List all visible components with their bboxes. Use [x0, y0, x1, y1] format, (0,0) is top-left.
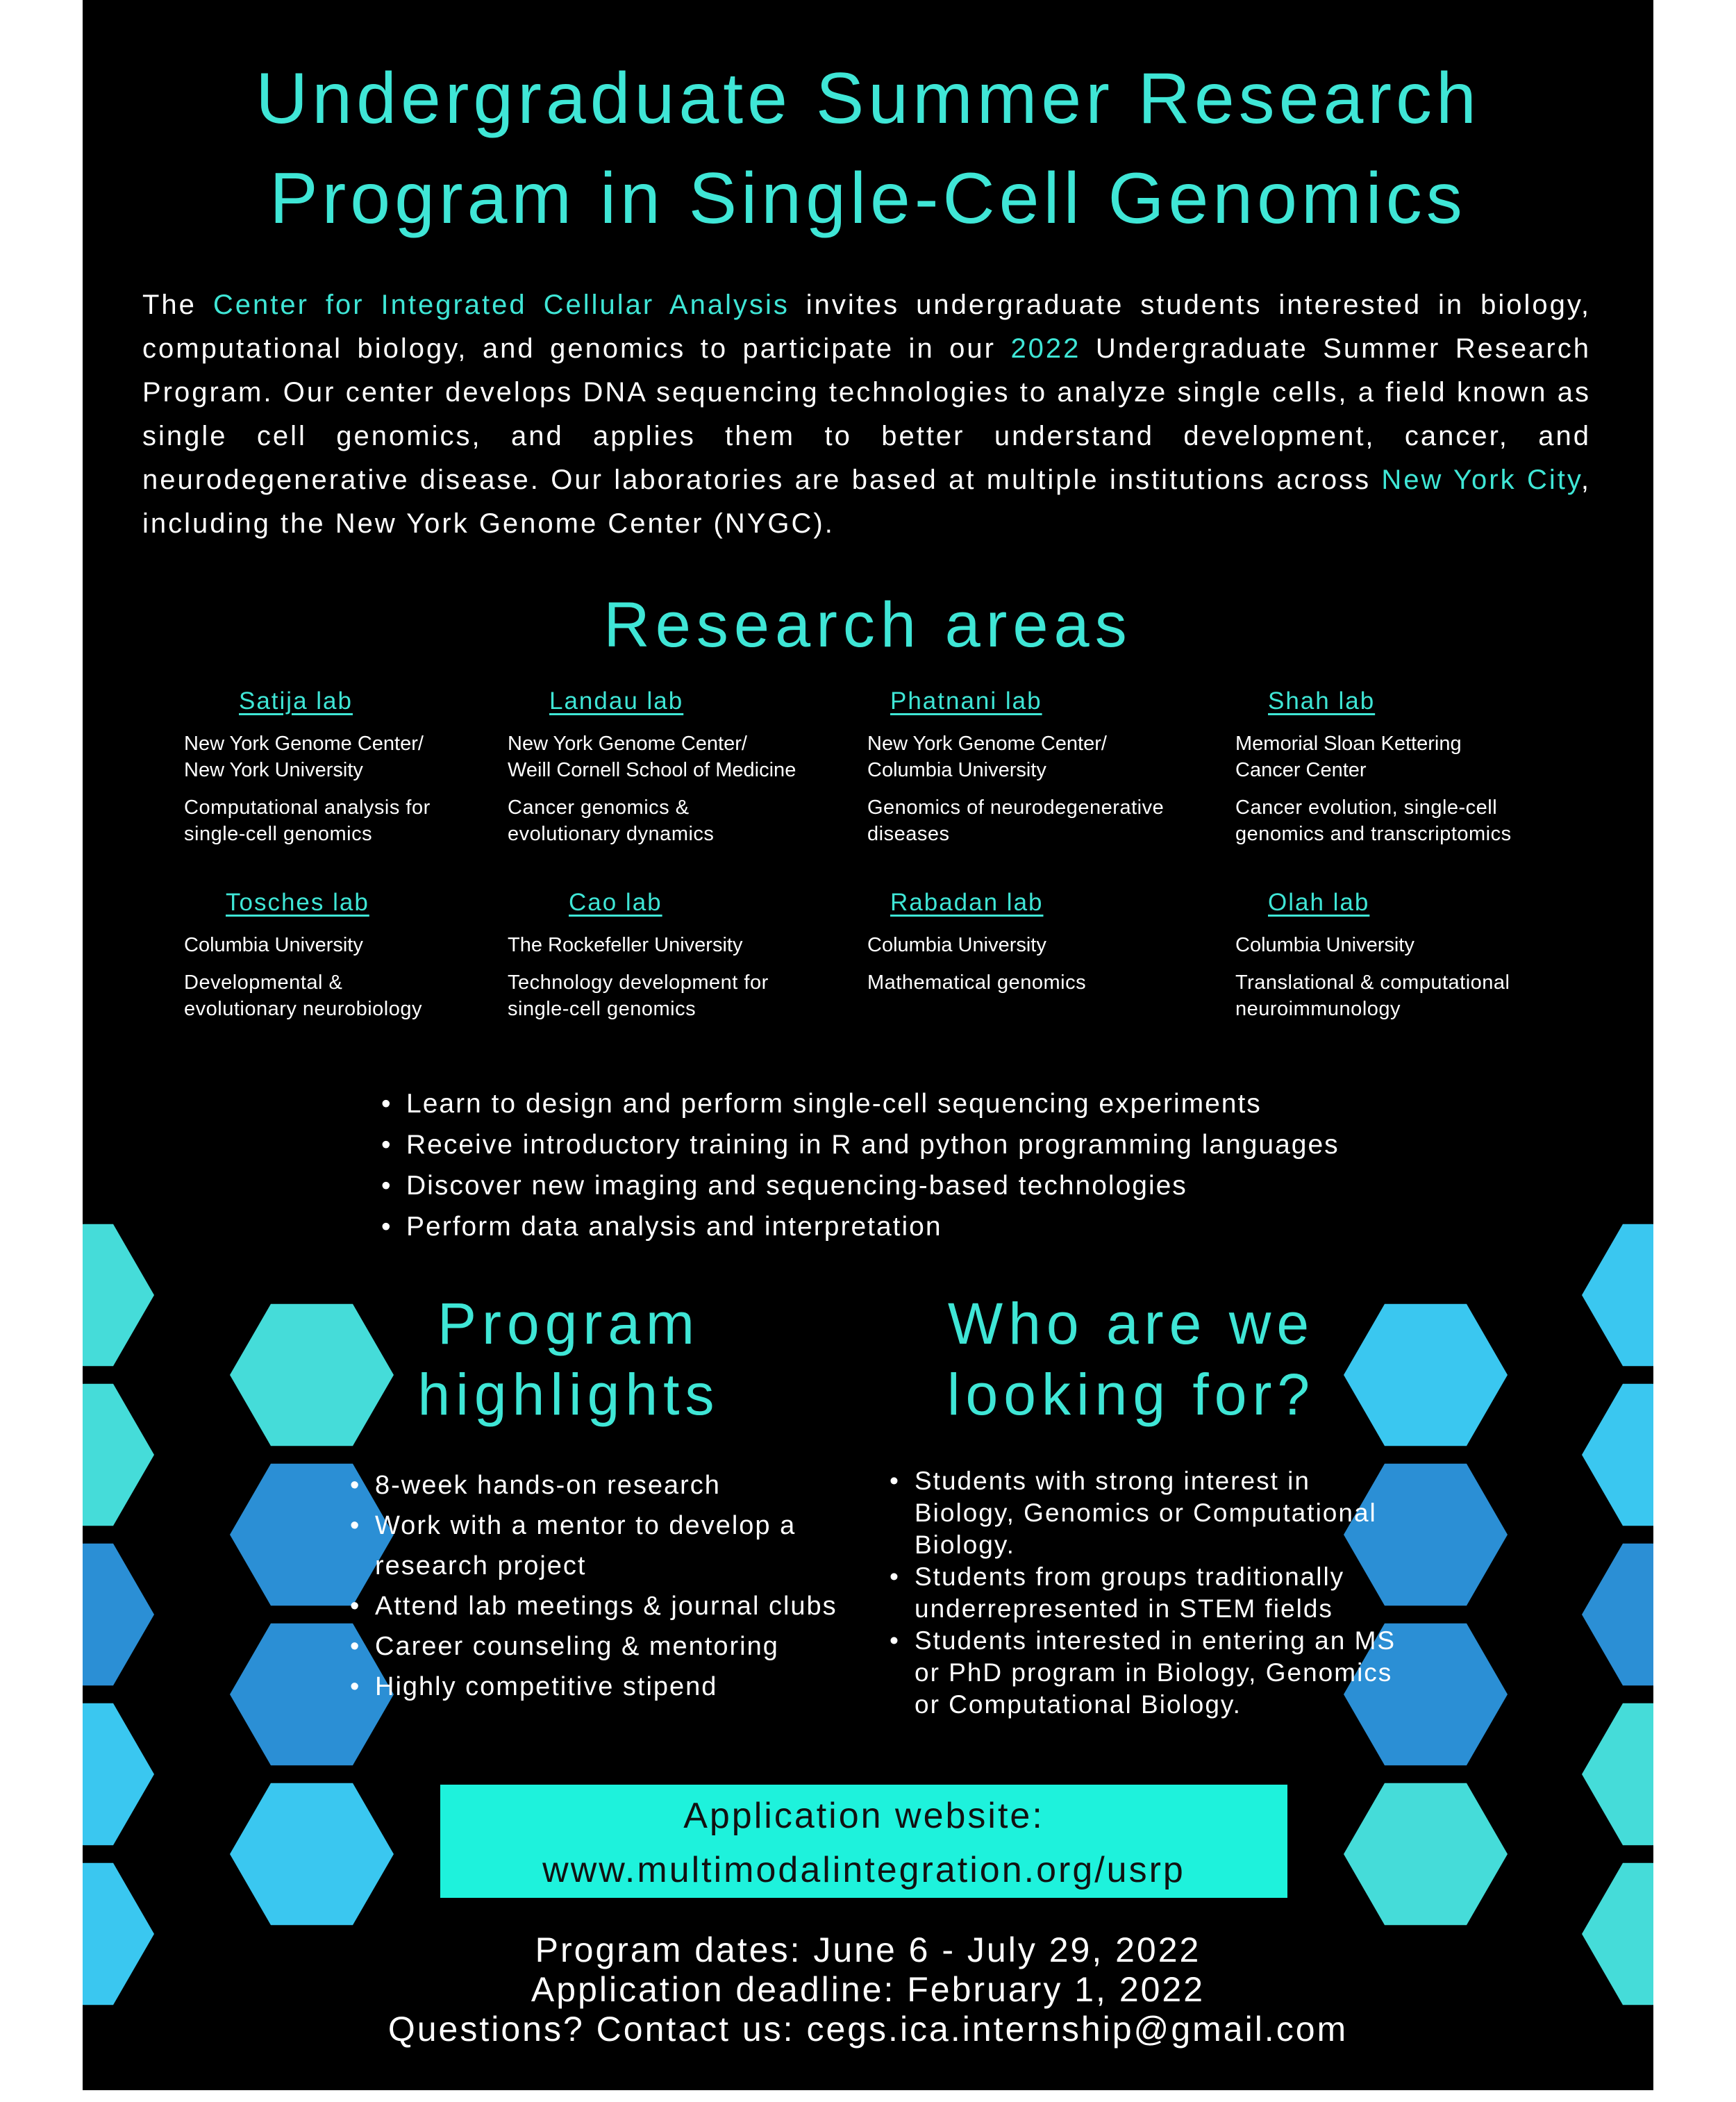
list-item: • Highly competitive stipend [350, 1667, 947, 1707]
looking-for-heading [881, 1288, 1381, 1430]
looking-for-list [890, 1465, 1417, 1721]
footer [83, 1930, 1653, 2049]
lab-institution: Columbia University [867, 934, 1046, 956]
lab-card [1235, 687, 1562, 847]
list-item: • Attend lab meetings & journal clubs [350, 1586, 947, 1626]
center-name: Center for Integrated Cellular Analysis [212, 290, 790, 320]
lab-institution: New York Genome Center/ Weill Cornell School of Medicine [508, 733, 796, 781]
list-item: • Discover new imaging and sequencing-based technologies [381, 1165, 1353, 1206]
program-year: 2022 [1010, 333, 1081, 364]
lab-link-cao[interactable]: Cao lab [569, 889, 662, 916]
page-title [83, 49, 1653, 249]
application-deadline: Application deadline: February 1, 2022 [531, 1970, 1205, 2009]
intro-text-4: , including the New York Genome Center (NYGC). [142, 465, 1591, 539]
hexagon-shape [1582, 1224, 1653, 1366]
lab-link-tosches[interactable]: Tosches lab [226, 889, 369, 916]
lab-focus: Cancer evolution, single-cell genomics and transcriptomics [1235, 796, 1512, 845]
list-item: • Career counseling & mentoring [350, 1626, 947, 1667]
list-item: • Work with a mentor to develop a research project [350, 1505, 819, 1586]
lab-focus: Computational analysis for single-cell genomics [184, 796, 431, 845]
application-url-link[interactable]: www.multimodalintegration.org/usrp [542, 1850, 1185, 1890]
lab-card [184, 687, 510, 847]
lab-focus: Genomics of neurodegenerative diseases [867, 796, 1165, 845]
lab-institution: New York Genome Center/ Columbia University [867, 733, 1107, 781]
lab-institution: Memorial Sloan Kettering Cancer Center [1235, 733, 1462, 781]
lab-link-satija[interactable]: Satija lab [239, 687, 353, 715]
application-box [440, 1785, 1287, 1898]
hexagon-shape [83, 1224, 154, 1366]
lab-institution: Columbia University [184, 934, 363, 956]
list-item: • Learn to design and perform single-cell sequencing experiments [381, 1083, 1353, 1124]
lab-card [508, 687, 834, 847]
list-item: • Students from groups traditionally underrepresented in STEM fields [890, 1561, 1394, 1625]
lab-card [508, 889, 834, 1022]
intro-text-2: invites undergraduate students interested in biology, computational biology, and genomics to participate in our [142, 290, 1592, 364]
hexagon-shape [230, 1783, 394, 1925]
contact-line[interactable]: Questions? Contact us: cegs.ica.internship@gmail.com [387, 2010, 1349, 2049]
list-item: • Receive introductory training in R and python programming languages [381, 1124, 1353, 1165]
list-item: • Students with strong interest in Biology, Genomics or Computational Biology. [890, 1465, 1394, 1561]
lab-link-landau[interactable]: Landau lab [549, 687, 684, 715]
hexagon-shape [1582, 1544, 1653, 1685]
poster [83, 0, 1653, 2090]
lab-institution: Columbia University [1235, 934, 1414, 956]
highlights-list [350, 1465, 947, 1707]
intro-text-1: The [142, 290, 213, 320]
program-highlights-heading [312, 1288, 826, 1430]
lab-focus: Cancer genomics & evolutionary dynamics [508, 796, 715, 845]
title-line-2: Program in Single-Cell Genomics [269, 158, 1467, 239]
hexagon-shape [83, 1703, 154, 1845]
city-name: New York City [1381, 465, 1581, 495]
hexagon-shape [1344, 1783, 1508, 1925]
lab-link-rabadan[interactable]: Rabadan lab [890, 889, 1044, 916]
intro-paragraph [142, 283, 1591, 546]
list-item: • Perform data analysis and interpretation [381, 1206, 1353, 1247]
heading-line: highlights [417, 1362, 720, 1427]
hexagon-shape [83, 1544, 154, 1685]
heading-line: looking for? [946, 1362, 1316, 1427]
lab-link-olah[interactable]: Olah lab [1268, 889, 1370, 916]
heading-line: Who are we [947, 1291, 1315, 1356]
lab-focus: Mathematical genomics [867, 971, 1087, 994]
intro-text-3: Undergraduate Summer Research Program. Our center develops DNA sequencing technologies to analyze single cells, a field known as single cell genomics, and applies them to better understand development, cancer, and neurodegenerative disease. Our laboratories are based at multiple institutions across [142, 333, 1591, 495]
application-label: Application website: [683, 1796, 1044, 1836]
hexagon-shape [1582, 1703, 1653, 1845]
lab-card [867, 687, 1194, 847]
lab-card [867, 889, 1194, 996]
lab-institution: The Rockefeller University [508, 934, 743, 956]
lab-institution: New York Genome Center/ New York University [184, 733, 424, 781]
lab-link-shah[interactable]: Shah lab [1268, 687, 1376, 715]
lab-focus: Translational & computational neuroimmunology [1235, 971, 1510, 1020]
lab-card [184, 889, 510, 1022]
list-item: • Students interested in entering an MS or PhD program in Biology, Genomics or Computational Biology. [890, 1625, 1421, 1721]
skills-list [381, 1083, 1353, 1247]
list-item: • 8-week hands-on research [350, 1465, 947, 1505]
program-dates: Program dates: June 6 - July 29, 2022 [535, 1930, 1201, 1969]
lab-focus: Technology development for single-cell genomics [508, 971, 769, 1020]
title-line-1: Undergraduate Summer Research [256, 58, 1480, 139]
hexagon-shape [1582, 1384, 1653, 1526]
lab-link-phatnani[interactable]: Phatnani lab [890, 687, 1042, 715]
lab-focus: Developmental & evolutionary neurobiology [184, 971, 422, 1020]
heading-line: Program [437, 1291, 701, 1356]
hexagon-shape [83, 1384, 154, 1526]
lab-card [1235, 889, 1562, 1022]
research-areas-heading: Research areas [603, 590, 1133, 660]
